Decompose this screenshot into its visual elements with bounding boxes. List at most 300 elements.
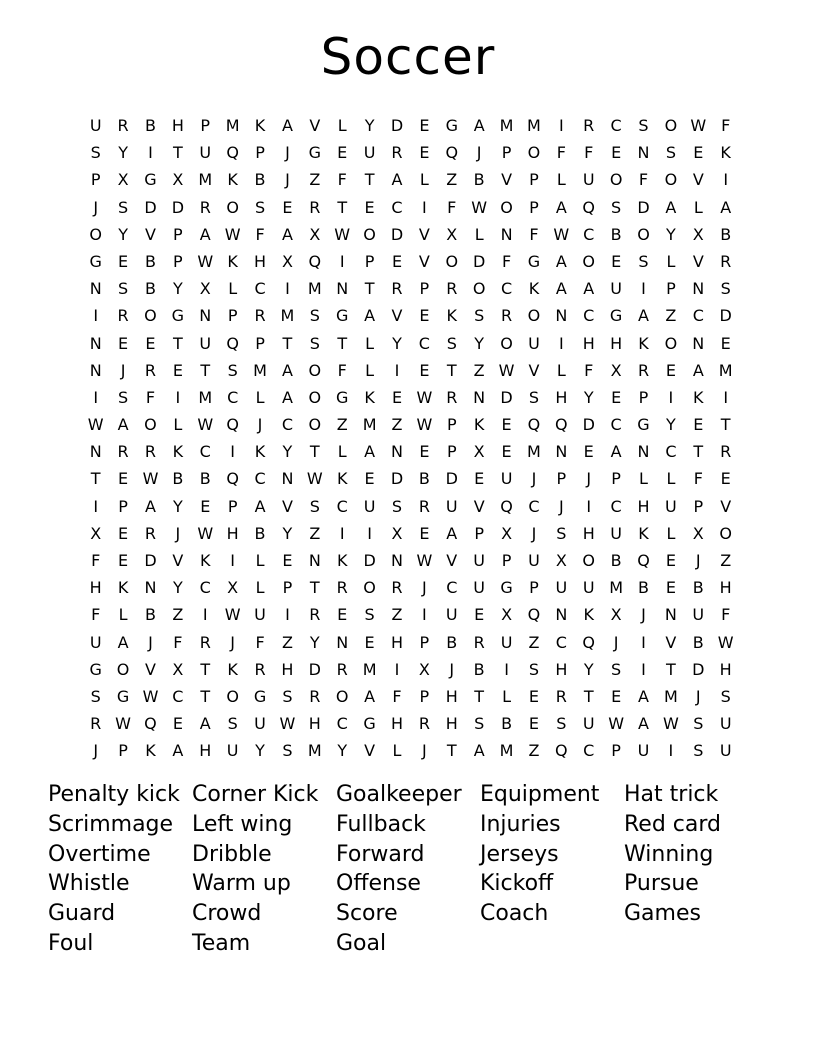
grid-letter: E [337,143,348,163]
grid-letter: K [638,333,649,353]
grid-letter: T [666,659,676,679]
grid-letter: C [336,714,348,734]
grid-letter: A [281,224,293,244]
grid-letter: W [197,415,214,435]
grid-letter: C [555,632,567,652]
grid-letter: N [199,306,212,326]
grid-letter: J [93,741,99,761]
grid-letter: E [118,523,129,543]
grid-letter: E [474,469,485,489]
grid-letter: W [471,197,488,217]
grid-letter: O [308,360,322,380]
grid-letter: M [307,279,322,299]
grid-letter: P [529,170,539,190]
word-list-item: Injuries [480,811,561,837]
grid-letter: Q [445,143,459,163]
grid-letter: N [89,442,102,462]
grid-letter: Y [172,279,183,299]
grid-letter: A [145,496,156,516]
grid-letter: M [253,360,267,380]
grid-letter: E [118,469,129,489]
grid-letter: N [664,605,677,625]
grid-letter: X [227,578,239,598]
grid-letter: G [527,251,541,271]
grid-letter: A [692,360,704,380]
word-list-item: Team [192,930,251,956]
grid-letter: I [723,387,729,407]
grid-letter: Z [473,360,485,380]
grid-letter: E [419,360,430,380]
grid-letter: O [308,415,322,435]
grid-letter: V [720,496,732,516]
grid-letter: X [90,523,102,543]
grid-letter: L [666,251,676,271]
grid-letter: C [446,578,458,598]
grid-letter: L [255,387,265,407]
grid-letter: J [148,632,153,652]
grid-letter: B [144,605,156,625]
grid-letter: T [309,442,320,462]
grid-letter: S [611,659,622,679]
grid-row [82,493,740,520]
grid-letter: W [142,469,159,489]
word-list-item: Goal [336,930,387,956]
grid-letter: K [117,578,129,598]
grid-letter: J [531,469,537,489]
grid-letter: E [611,251,622,271]
grid-letter: L [556,360,566,380]
grid-letter: W [224,224,241,244]
grid-letter: Q [308,251,322,271]
grid-letter: Q [144,714,157,734]
grid-letter: K [638,523,649,543]
grid-letter: P [255,333,265,353]
grid-letter: L [365,333,375,353]
grid-letter: H [555,387,568,407]
page-title: Soccer [320,28,496,86]
grid-letter: G [500,578,513,598]
grid-letter: H [610,333,623,353]
grid-letter: D [144,197,157,217]
grid-letter: E [118,251,129,271]
grid-letter: R [309,197,321,217]
grid-letter: E [200,496,211,516]
grid-row [82,112,740,139]
grid-letter: F [392,686,402,706]
word-list-item: Kickoff [480,871,554,897]
grid-letter: T [200,686,211,706]
grid-letter: N [308,551,321,570]
grid-letter: E [720,469,731,489]
grid-letter: I [558,116,564,135]
grid-row [82,683,740,710]
grid-letter: N [89,279,102,299]
grid-row [82,221,740,248]
grid-letter: I [422,197,427,217]
grid-letter: E [419,442,430,462]
grid-letter: L [693,197,703,217]
grid-letter: T [446,360,457,380]
grid-letter: R [199,197,211,217]
grid-letter: B [254,170,266,190]
grid-letter: U [610,279,622,299]
grid-row [82,710,740,737]
grid-letter: Z [309,170,321,190]
grid-row [82,629,740,656]
grid-letter: B [692,632,704,652]
grid-letter: S [90,686,101,706]
grid-letter: S [118,197,129,217]
grid-letter: E [693,143,704,163]
grid-letter: T [200,360,211,380]
grid-row [82,520,740,547]
grid-letter: P [611,469,621,489]
grid-letter: M [663,686,678,706]
grid-letter: B [418,469,430,489]
grid-row [82,465,740,492]
grid-letter: T [337,197,348,217]
grid-letter: X [610,360,622,380]
grid-letter: K [200,551,211,570]
grid-letter: W [306,469,323,489]
grid-letter: J [422,741,427,761]
word-list-item: Warm up [192,871,291,897]
grid-letter: M [527,442,541,462]
grid-letter: P [118,496,128,516]
grid-letter: J [93,197,99,217]
grid-letter: H [582,523,595,543]
grid-letter: O [226,686,239,706]
grid-letter: I [558,333,564,353]
grid-letter: E [528,714,539,734]
grid-letter: W [553,224,570,244]
grid-letter: S [309,306,320,326]
grid-letter: F [638,170,649,190]
grid-letter: R [336,659,348,679]
grid-letter: O [500,333,513,353]
grid-letter: G [637,415,650,435]
grid-letter: F [721,116,731,135]
grid-letter: V [418,224,430,244]
grid-letter: D [582,415,595,435]
grid-letter: I [285,605,290,625]
grid-letter: Q [500,496,513,516]
grid-letter: R [446,387,458,407]
grid-letter: Z [528,741,540,761]
grid-letter: R [90,714,102,734]
grid-letter: J [641,605,646,625]
grid-letter: Z [281,632,293,652]
grid-letter: N [89,360,102,380]
grid-letter: U [665,496,677,516]
grid-letter: K [227,659,238,679]
grid-letter: S [282,686,293,706]
grid-letter: Y [583,659,594,679]
grid-letter: I [641,659,646,679]
grid-letter: I [367,523,372,543]
grid-letter: E [720,333,731,353]
grid-letter: V [309,116,321,135]
grid-letter: O [144,415,157,435]
grid-letter: N [89,333,102,353]
grid-letter: M [499,741,514,761]
grid-letter: A [281,116,293,135]
grid-letter: A [665,197,677,217]
grid-letter: A [391,170,403,190]
grid-letter: O [226,197,239,217]
grid-letter: L [502,686,512,706]
grid-letter: P [446,415,457,435]
grid-letter: N [555,605,568,625]
grid-letter: I [641,632,646,652]
grid-letter: B [254,523,266,543]
word-list-item: Forward [336,841,425,867]
grid-letter: E [501,442,512,462]
word-list-item: Games [624,901,701,927]
grid-letter: B [638,578,649,598]
grid-letter: N [391,551,403,570]
grid-letter: X [610,605,622,625]
grid-letter: F [584,143,594,163]
grid-letter: D [363,551,376,570]
grid-letter: U [528,551,540,570]
grid-letter: T [583,686,594,706]
grid-letter: S [364,605,375,625]
grid-letter: Q [527,605,541,625]
grid-letter: U [363,143,376,163]
grid-letter: Q [527,415,541,435]
grid-letter: X [446,224,458,244]
grid-letter: W [498,360,515,380]
grid-letter: T [90,469,101,489]
grid-letter: G [308,143,322,163]
word-list-item: Corner Kick [192,782,319,807]
grid-letter: P [118,741,128,761]
grid-letter: Y [392,333,402,353]
grid-letter: X [473,442,485,462]
grid-letter: G [609,306,623,326]
grid-letter: W [197,251,214,271]
grid-letter: W [115,714,131,734]
grid-letter: D [144,551,157,570]
grid-letter: E [118,551,129,570]
grid-letter: H [171,116,184,135]
grid-letter: M [527,116,541,135]
grid-letter: K [254,442,266,462]
grid-letter: B [199,469,211,489]
grid-letter: Y [172,496,183,516]
grid-letter: K [473,415,485,435]
grid-letter: T [693,442,704,462]
grid-letter: F [255,632,265,652]
grid-letter: E [145,333,156,353]
grid-letter: X [501,605,513,625]
grid-letter: I [668,741,674,761]
grid-letter: G [445,116,458,135]
grid-letter: J [285,170,290,190]
grid-row [82,194,740,221]
grid-letter: E [364,197,375,217]
grid-letter: U [199,333,212,353]
grid-letter: S [90,143,101,163]
grid-letter: U [637,741,650,761]
grid-letter: N [281,469,294,489]
grid-letter: W [334,224,351,244]
grid-letter: V [665,632,677,652]
grid-letter: I [339,251,345,271]
grid-letter: P [227,496,238,516]
word-list-item: Guard [48,901,116,927]
grid-letter: L [666,523,676,543]
grid-letter: I [285,279,290,299]
grid-letter: L [666,469,676,489]
word-list-item: Whistle [48,871,130,897]
grid-letter: J [257,415,263,435]
grid-letter: C [610,496,622,516]
grid-letter: T [364,279,375,299]
grid-letter: S [528,659,540,679]
grid-letter: J [120,360,126,380]
grid-letter: N [555,442,568,462]
grid-letter: I [93,387,99,407]
grid-row [82,656,740,683]
grid-letter: K [172,442,184,462]
grid-letter: W [279,714,296,734]
grid-letter: N [637,143,650,163]
grid-letter: Q [226,143,239,163]
word-list-item: Equipment [480,782,600,807]
grid-letter: X [117,170,129,190]
grid-letter: U [582,170,595,190]
word-search-grid [82,112,740,765]
grid-letter: K [145,741,156,761]
grid-letter: J [695,686,701,706]
grid-letter: E [282,551,293,570]
grid-letter: N [500,224,513,244]
grid-row [82,139,740,166]
grid-letter: C [418,333,430,353]
grid-letter: K [583,605,594,625]
grid-letter: T [200,659,211,679]
grid-letter: L [474,224,484,244]
grid-letter: O [664,116,678,135]
grid-letter: T [337,333,348,353]
grid-letter: S [118,387,129,407]
grid-letter: D [692,659,705,679]
grid-letter: X [309,224,321,244]
grid-letter: S [391,496,403,516]
grid-letter: N [391,442,403,462]
grid-letter: X [555,551,567,570]
grid-letter: E [501,415,512,435]
grid-letter: X [692,523,704,543]
grid-letter: A [555,197,567,217]
grid-row [82,601,740,628]
grid-letter: S [282,741,293,761]
grid-letter: O [582,551,596,570]
grid-letter: S [474,306,485,326]
grid-letter: U [445,496,458,516]
grid-letter: V [281,496,293,516]
grid-letter: F [91,605,101,625]
grid-letter: P [419,686,430,706]
word-list-item: Score [336,901,398,927]
grid-letter: S [611,197,622,217]
grid-letter: Y [172,578,183,598]
grid-letter: V [473,496,485,516]
grid-letter: A [364,686,376,706]
grid-letter: A [473,116,485,135]
grid-letter: Y [282,442,293,462]
grid-letter: N [473,387,486,407]
grid-letter: L [337,116,347,135]
grid-letter: K [528,279,540,299]
grid-letter: L [118,605,128,625]
grid-letter: F [145,387,156,407]
grid-letter: P [611,741,621,761]
grid-letter: Y [666,415,676,435]
grid-letter: O [527,143,541,163]
grid-letter: Z [391,415,403,435]
grid-letter: R [144,442,157,462]
grid-letter: O [664,170,678,190]
grid-letter: S [309,496,320,516]
grid-letter: Z [309,523,321,543]
grid-letter: B [610,224,622,244]
grid-letter: A [254,496,266,516]
grid-letter: Y [282,523,293,543]
grid-letter: T [720,415,731,435]
grid-letter: P [419,279,430,299]
grid-letter: U [445,605,458,625]
grid-letter: U [555,578,568,598]
grid-letter: M [198,387,213,407]
grid-letter: I [723,170,729,190]
grid-letter: F [693,469,703,489]
grid-letter: G [89,251,102,271]
word-list-item: Jerseys [480,841,559,867]
grid-letter: G [336,306,349,326]
grid-letter: I [394,659,400,679]
grid-letter: P [529,197,539,217]
grid-letter: A [638,714,649,734]
grid-letter: S [118,279,129,299]
grid-letter: D [390,469,404,489]
grid-letter: F [337,360,347,380]
grid-letter: U [473,551,486,570]
grid-letter: E [172,714,183,734]
word-list-item: Penalty kick [48,782,180,807]
word-list-item: Scrimmage [48,811,174,837]
grid-letter: O [116,659,130,679]
grid-letter: A [720,197,732,217]
grid-letter: Z [172,605,184,625]
grid-letter: P [227,306,238,326]
grid-letter: V [364,741,376,761]
grid-letter: H [390,632,403,652]
grid-letter: S [693,714,704,734]
grid-letter: R [720,251,732,271]
grid-letter: U [500,632,513,652]
grid-letter: U [719,714,732,734]
grid-letter: S [446,333,457,353]
grid-letter: M [499,116,514,135]
grid-letter: P [638,387,649,407]
word-list [48,780,768,959]
grid-letter: O [335,686,349,706]
grid-letter: O [363,578,376,598]
grid-letter: P [693,496,704,516]
